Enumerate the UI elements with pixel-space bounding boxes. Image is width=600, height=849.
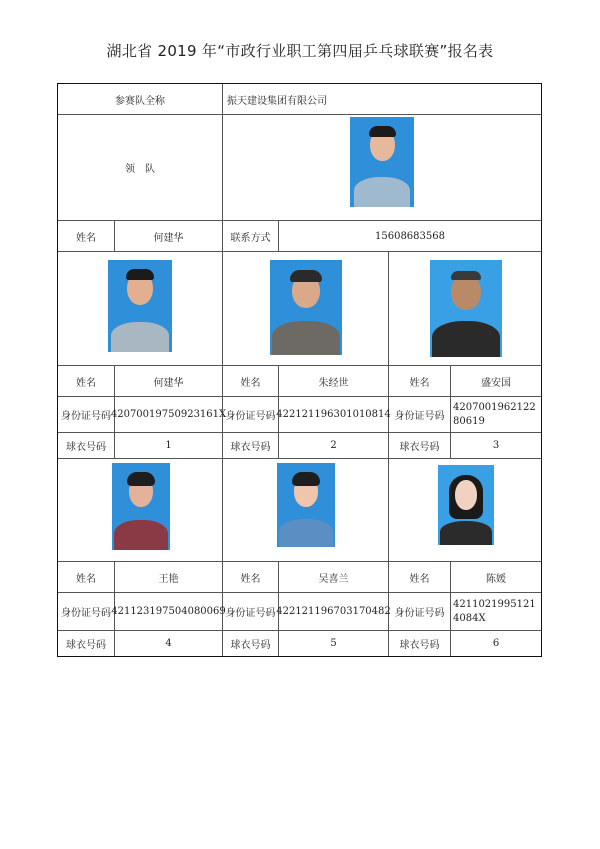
player-1-name-label: 姓名 <box>76 377 96 389</box>
leader-name: 何建华 <box>153 232 184 244</box>
player-1-jersey-label: 球衣号码 <box>66 442 106 453</box>
player-4-jersey-cell <box>115 631 223 656</box>
player-2-jersey: 2 <box>330 440 337 451</box>
player-3-id-label: 身份证号码 <box>394 411 445 422</box>
player-3-name-cell <box>451 366 541 397</box>
player-3-id-label-cell <box>389 397 451 433</box>
registration-table <box>57 83 542 657</box>
player-4-name: 王艳 <box>158 573 179 585</box>
player-5-photo <box>277 463 335 547</box>
player-2-id-label: 身份证号码 <box>225 411 276 422</box>
player-2-name: 朱经世 <box>318 377 349 389</box>
player-2-name-label-cell <box>223 366 279 397</box>
player-6-id-cell <box>451 593 541 631</box>
leader-contact-cell <box>279 221 541 252</box>
player-1-id: 42070019750923161X <box>110 409 227 420</box>
team-value: 振天建设集团有限公司 <box>227 95 327 107</box>
player-2-id: 422121196301010814 <box>276 409 391 420</box>
leader-name-label-cell <box>58 221 115 252</box>
player-2-photo <box>270 260 342 355</box>
player-3-jersey-cell <box>451 433 541 459</box>
player-4-jersey-label-cell <box>58 631 115 656</box>
player-2-name-label: 姓名 <box>240 377 261 389</box>
player-3-jersey-label: 球衣号码 <box>399 442 440 453</box>
leader-contact-label-cell <box>223 221 279 252</box>
player-6-id: 42110219951214084X <box>453 598 536 624</box>
player-4-name-label: 姓名 <box>76 573 96 585</box>
player-1-name-cell <box>115 366 223 397</box>
player-3-jersey-label-cell <box>389 433 451 459</box>
player-4-id-label-cell <box>58 593 115 631</box>
player-1-jersey-label-cell <box>58 433 115 459</box>
page-title: 湖北省 2019 年“市政行业职工第四届乒乓球联赛”报名表 <box>106 42 494 60</box>
leader-contact-label: 联系方式 <box>230 232 271 244</box>
player-1-jersey: 1 <box>165 440 172 451</box>
player-4-id-cell <box>111 593 226 631</box>
player-6-photo <box>438 465 494 545</box>
player-5-id-label-cell <box>223 593 279 631</box>
player-4-name-cell <box>115 562 223 593</box>
player-6-name: 陈媛 <box>486 573 506 585</box>
leader-photo <box>350 117 414 207</box>
team-value-cell <box>223 84 541 115</box>
player-4-id-label: 身份证号码 <box>61 608 111 619</box>
player-6-jersey-label-cell <box>389 631 451 656</box>
player-5-jersey-label: 球衣号码 <box>230 640 271 651</box>
player-2-id-cell <box>276 397 391 433</box>
player-6-name-label: 姓名 <box>409 573 430 585</box>
player-5-id-label: 身份证号码 <box>225 608 276 619</box>
player-4-jersey-label: 球衣号码 <box>66 640 106 651</box>
player-2-name-cell <box>279 366 389 397</box>
leader-label-cell <box>58 115 223 221</box>
player-1-name-label-cell <box>58 366 115 397</box>
player-5-id-cell <box>276 593 391 631</box>
player-4-photo <box>112 463 170 550</box>
player-1-name: 何建华 <box>153 377 184 389</box>
player-5-name: 吴喜兰 <box>318 573 349 585</box>
player-5-name-label-cell <box>223 562 279 593</box>
player-2-jersey-label-cell <box>223 433 279 459</box>
player-4-id: 421123197504080069 <box>111 606 226 617</box>
player-6-jersey-cell <box>451 631 541 656</box>
player-3-name-label: 姓名 <box>409 377 430 389</box>
player-5-name-cell <box>279 562 389 593</box>
player-2-id-label-cell <box>223 397 279 433</box>
player-3-name-label-cell <box>389 366 451 397</box>
player-2-jersey-label: 球衣号码 <box>230 442 271 453</box>
player-4-jersey: 4 <box>165 638 172 649</box>
player-1-jersey-cell <box>115 433 223 459</box>
player-6-name-cell <box>451 562 541 593</box>
player-1-photo <box>108 260 172 352</box>
player-3-jersey: 3 <box>492 440 500 451</box>
player-6-name-label-cell <box>389 562 451 593</box>
player-5-id: 422121196703170482 <box>276 606 391 617</box>
player-3-id: 420700196212280619 <box>453 401 536 427</box>
player-4-name-label-cell <box>58 562 115 593</box>
leader-contact: 15608683568 <box>375 230 445 242</box>
player-6-id-label: 身份证号码 <box>394 608 445 619</box>
player-5-name-label: 姓名 <box>240 573 261 585</box>
player-3-name: 盛安国 <box>481 377 511 389</box>
player-5-jersey-label-cell <box>223 631 279 656</box>
player-1-id-cell <box>110 397 227 433</box>
player-5-jersey-cell <box>279 631 389 656</box>
leader-label: 领 队 <box>125 164 155 175</box>
player-6-jersey-label: 球衣号码 <box>399 640 440 651</box>
team-label-cell <box>58 84 223 115</box>
player-1-id-label: 身份证号码 <box>61 411 111 422</box>
player-3-id-cell <box>451 397 541 433</box>
player-3-photo <box>430 260 502 357</box>
leader-name-label: 姓名 <box>76 232 96 244</box>
leader-name-cell <box>115 221 223 252</box>
player-6-jersey: 6 <box>492 638 500 649</box>
player-6-id-label-cell <box>389 593 451 631</box>
team-label: 参赛队全称 <box>115 95 165 107</box>
player-5-jersey: 5 <box>330 638 337 649</box>
player-2-jersey-cell <box>279 433 389 459</box>
player-1-id-label-cell <box>58 397 115 433</box>
